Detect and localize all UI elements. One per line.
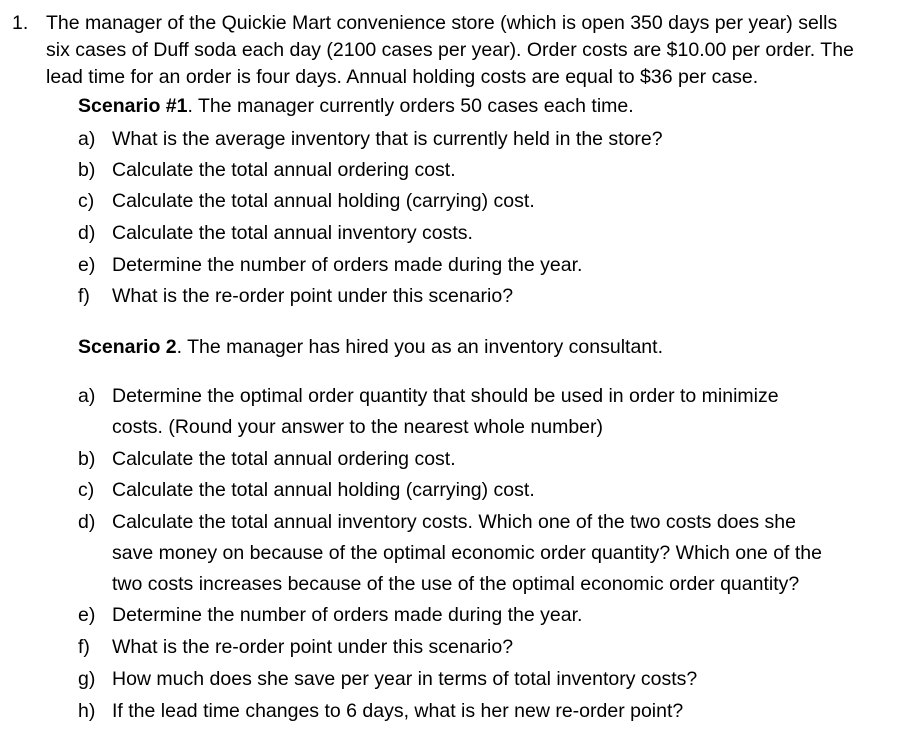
scenario-2-question-d xyxy=(78,507,922,600)
scenario-1-question-f xyxy=(78,281,922,312)
scenario-2-label: Scenario 2 xyxy=(78,336,177,358)
question-line: Determine the optimal order quantity that should be used in order to minimize xyxy=(112,385,779,407)
question-letter: b) xyxy=(78,448,96,470)
question-line: Calculate the total annual holding (carrying) cost. xyxy=(112,479,535,501)
question-line: Calculate the total annual ordering cost. xyxy=(112,448,456,470)
problem-line: The manager of the Quickie Mart convenience store (which is open 350 days per year) sells xyxy=(46,12,838,34)
question-line: Determine the number of orders made during the year. xyxy=(112,604,583,626)
scenario-2-question-c xyxy=(78,475,922,506)
problem-line: lead time for an order is four days. Annual holding costs are equal to $36 per case. xyxy=(46,66,759,88)
scenario-1-text: . The manager currently orders 50 cases each time. xyxy=(187,95,634,117)
question-line: What is the re-order point under this scenario? xyxy=(112,636,514,658)
question-letter: g) xyxy=(78,668,96,690)
scenario-2-heading xyxy=(78,335,663,359)
scenario-1-question-e xyxy=(78,250,922,281)
problem-line: six cases of Duff soda each day (2100 cases per year). Order costs are $10.00 per order. The xyxy=(46,39,854,61)
scenario-1-label: Scenario #1 xyxy=(78,95,188,117)
question-line: save money on because of the optimal economic order quantity? Which one of the xyxy=(112,542,822,564)
scenario-2-question-b xyxy=(78,444,922,475)
question-text: Calculate the total annual ordering cost. xyxy=(112,159,456,181)
question-letter: h) xyxy=(78,700,96,722)
question-letter: a) xyxy=(78,385,96,407)
question-line: costs. (Round your answer to the nearest whole number) xyxy=(112,416,603,438)
scenario-1-heading xyxy=(78,94,634,118)
question-letter: e) xyxy=(78,254,96,276)
question-text: Calculate the total annual holding (carrying) cost. xyxy=(112,190,535,212)
scenario-1-question-a xyxy=(78,124,922,155)
scenario-2-text: . The manager has hired you as an inventory consultant. xyxy=(176,336,663,358)
scenario-2-question-a xyxy=(78,381,922,443)
scenario-1-question-d xyxy=(78,218,922,249)
scenario-1-question-c xyxy=(78,186,922,217)
scenario-2-question-h xyxy=(78,696,922,727)
question-letter: a) xyxy=(78,128,96,150)
question-letter: c) xyxy=(78,190,95,212)
problem-statement xyxy=(12,10,902,91)
scenario-1-question-b xyxy=(78,155,922,186)
question-line: How much does she save per year in terms of total inventory costs? xyxy=(112,668,698,690)
question-line: Calculate the total annual inventory costs. Which one of the two costs does she xyxy=(112,511,796,533)
question-text: Determine the number of orders made during the year. xyxy=(112,254,583,276)
question-line: If the lead time changes to 6 days, what is her new re-order point? xyxy=(112,700,684,722)
scenario-2-question-g xyxy=(78,664,922,695)
question-letter: f) xyxy=(78,636,90,658)
question-line: two costs increases because of the use of the optimal economic order quantity? xyxy=(112,573,800,595)
question-letter: d) xyxy=(78,511,96,533)
question-text: Calculate the total annual inventory costs. xyxy=(112,222,473,244)
question-letter: f) xyxy=(78,285,90,307)
question-text: What is the average inventory that is currently held in the store? xyxy=(112,128,663,150)
problem-paragraph xyxy=(12,10,902,91)
question-letter: d) xyxy=(78,222,96,244)
question-letter: c) xyxy=(78,479,95,501)
question-letter: b) xyxy=(78,159,96,181)
question-text: What is the re-order point under this scenario? xyxy=(112,285,514,307)
scenario-2-question-f xyxy=(78,632,922,663)
scenario-2-question-e xyxy=(78,600,922,631)
question-letter: e) xyxy=(78,604,96,626)
problem-number: 1. xyxy=(12,12,29,34)
